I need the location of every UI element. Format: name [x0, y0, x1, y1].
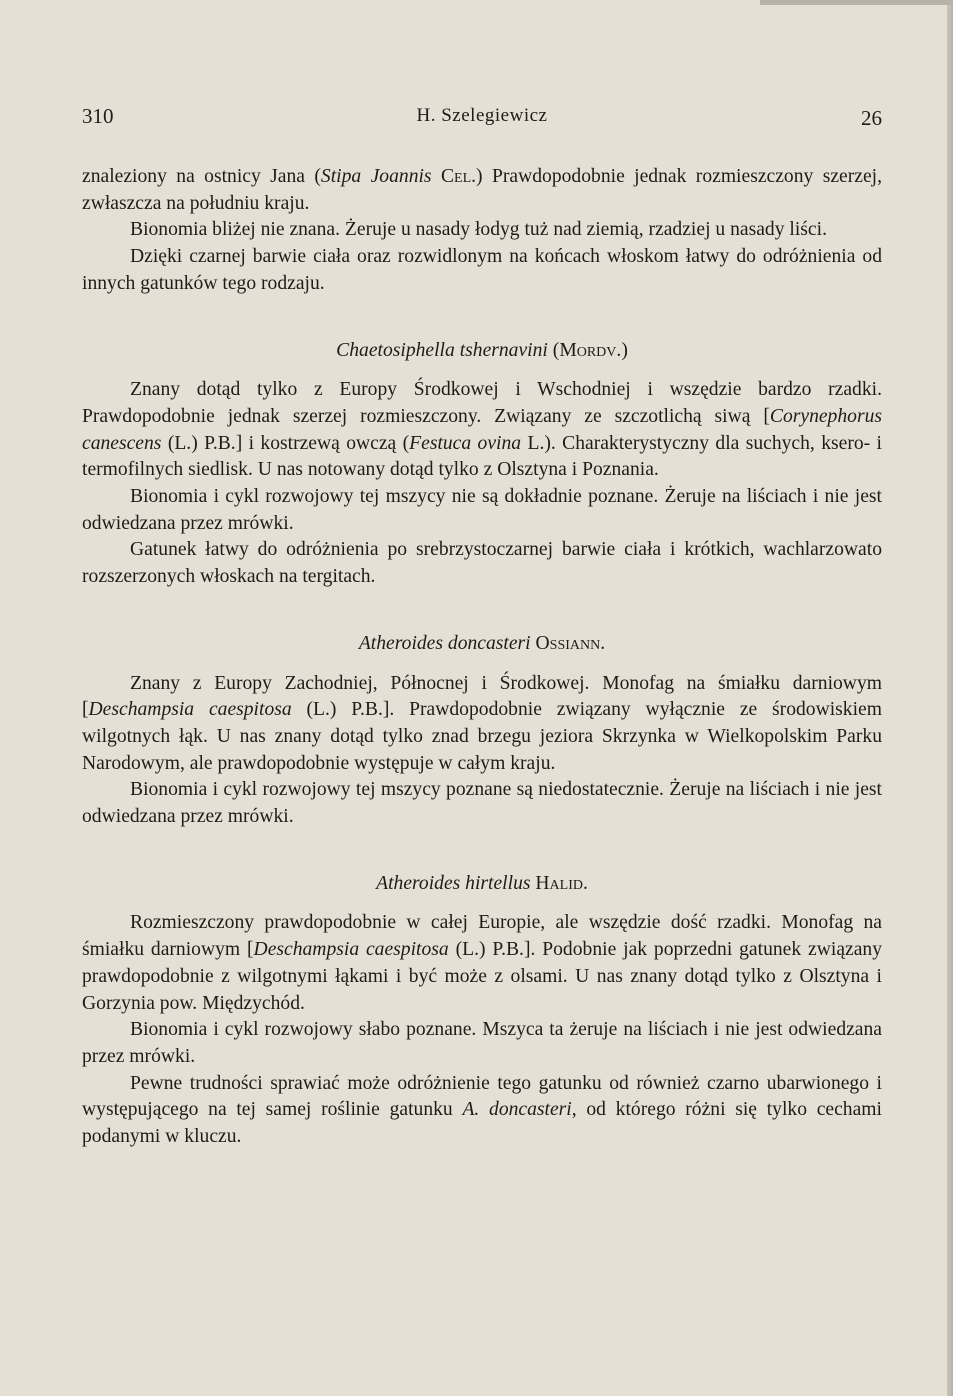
- species-name: Festuca ovina: [409, 432, 522, 454]
- species-name: A. doncasteri: [462, 1099, 572, 1121]
- page-number: 310: [82, 104, 114, 128]
- paragraph: Pewne trudności sprawiać może odróżnienie tego gatunku od również czarno ubarwionego i występującego na tej samej roślinie gatunku A. doncasteri, od którego różni się tylko cechami podanymi w kluczu.: [82, 1072, 882, 1148]
- page-body: [82, 164, 882, 1151]
- species-heading: Atheroides hirtellus Halid.: [376, 872, 588, 894]
- page-edge-top: [760, 0, 953, 5]
- species-heading: Atheroides doncasteri Ossiann.: [358, 632, 606, 654]
- page-edge: [947, 0, 953, 1396]
- species-heading: Chaetosiphella tshernavini (Mordv.): [336, 339, 628, 361]
- paragraph: Bionomia i cykl rozwojowy tej mszycy poznane są niedostatecznie. Żeruje na liściach i nie jest odwiedzana przez mrówki.: [82, 779, 882, 828]
- running-header: [82, 104, 882, 134]
- running-title: H. Szelegiewicz: [416, 105, 548, 126]
- paragraph: Znany z Europy Zachodniej, Północnej i Środkowej. Monofag na śmiałku darniowym [Deschampsia caespitosa (L.) P.B.]. Prawdopodobnie związany wyłącznie ze środowiskiem wilgotnych łąk. U nas znany dotąd tylko znad brzegu jeziora Skrzynka w Wielkopolskim Parku Narodowym, ale prawdopodobnie występuje w całym kraju.: [82, 672, 882, 774]
- section-number: 26: [861, 106, 882, 130]
- species-name: Deschampsia caespitosa: [253, 939, 449, 961]
- paragraph: Znany dotąd tylko z Europy Środkowej i Wschodniej i wszędzie bardzo rzadki. Prawdopodobnie jednak szerzej rozmieszczony. Związany ze szczotlichą siwą [Corynephorus canescens (L.) P.B.] i kostrzewą owczą (Festuca ovina L.). Charakterystyczny dla suchych, ksero- i termofilnych siedlisk. U nas notowany dotąd tylko z Olsztyna i Poznania.: [82, 379, 882, 481]
- paragraph: Bionomia i cykl rozwojowy tej mszycy nie są dokładnie poznane. Żeruje na liściach i nie jest odwiedzana przez mrówki.: [82, 486, 882, 534]
- species-name: Stipa Joannis: [320, 166, 432, 187]
- paragraph: Bionomia bliżej nie znana. Żeruje u nasady łodyg tuż nad ziemią, rzadziej u nasady liści.: [130, 219, 827, 241]
- paragraph: Bionomia i cykl rozwojowy słabo poznane. Mszyca ta żeruje na liściach i nie jest odwiedzana przez mrówki.: [82, 1019, 882, 1067]
- species-name: Corynephorus canescens: [82, 405, 882, 454]
- paragraph: Dzięki czarnej barwie ciała oraz rozwidlonym na końcach włoskom łatwy do odróżnienia od innych gatunków tego rodzaju.: [82, 246, 882, 294]
- paragraph: Gatunek łatwy do odróżnienia po srebrzystoczarnej barwie ciała i krótkich, wachlarzowato rozszerzonych włoskach na tergitach.: [82, 539, 882, 588]
- species-name: Deschampsia caespitosa: [88, 699, 292, 721]
- paragraph: znaleziony na ostnicy Jana (Stipa Joannis Cel.) Prawdopodobnie jednak rozmieszczony szerzej, zwłaszcza na południu kraju.: [82, 166, 882, 214]
- paragraph: Rozmieszczony prawdopodobnie w całej Europie, ale wszędzie dość rzadki. Monofag na śmiałku darniowym [Deschampsia caespitosa (L.) P.B.]. Podobnie jak poprzedni gatunek związany prawdopodobnie z wilgotnymi łąkami i być może z olsami. U nas znany dotąd tylko z Olsztyna i Gorzynia pow. Międzychód.: [82, 912, 883, 1014]
